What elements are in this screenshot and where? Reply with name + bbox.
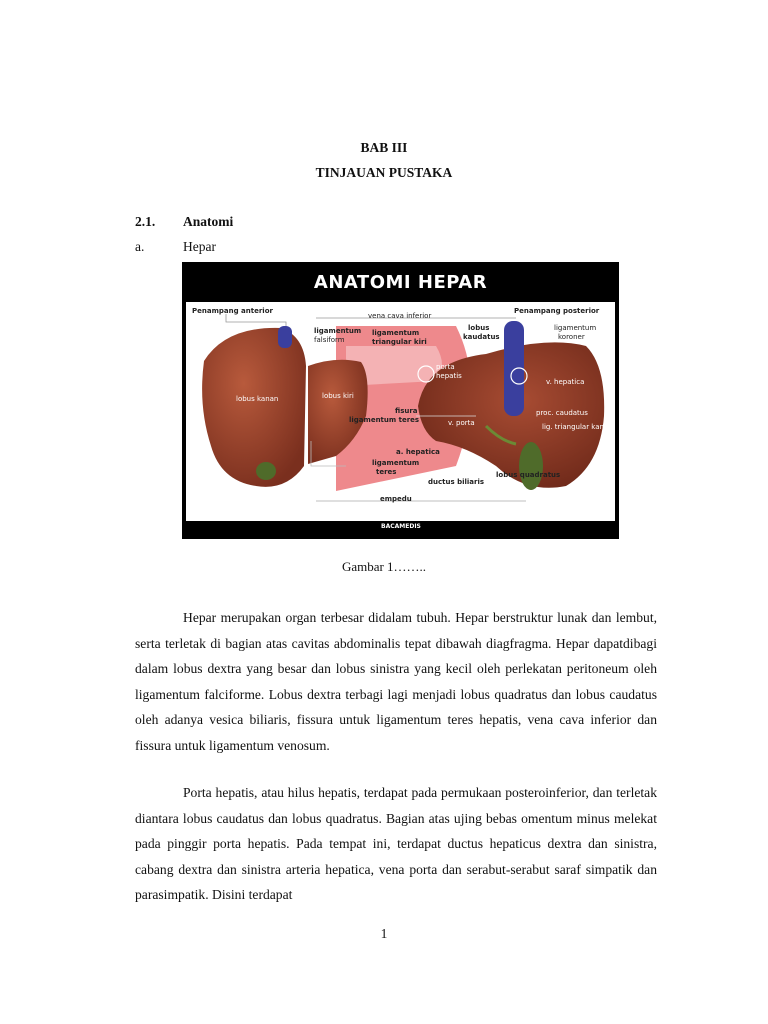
label-penampang-posterior: Penampang posterior [514,307,600,315]
label-fisura-2: ligamentum teres [349,416,420,424]
label-ligamentum-teres-1: ligamentum [372,459,420,467]
label-ligamentum-triangular-kiri-2: triangular kiri [372,338,427,346]
label-lobus-kaudatus-1: lobus [468,324,490,332]
section-number: 2.1. [135,214,156,229]
label-lobus-kaudatus-2: kaudatus [463,333,500,341]
label-vena-cava-inferior: vena cava inferior [368,312,432,320]
label-ligamentum-triangular-kiri-1: ligamentum [372,329,420,337]
posterior-gallbladder [519,442,543,490]
chapter-title: TINJAUAN PUSTAKA [315,165,453,180]
anterior-right-lobe [202,328,306,487]
label-ligamentum-teres-2: teres [376,468,397,476]
paragraph-1 [135,605,657,759]
label-lig-triangular-kanan: lig. triangular kanan [542,423,613,431]
label-lobus-kiri: lobus kiri [322,392,354,400]
label-penampang-anterior: Penampang anterior [192,307,273,315]
label-porta-hepatis-1: porta [436,363,455,371]
subsection-marker: a. [135,239,145,254]
label-a-hepatica: a. hepatica [396,448,440,456]
figure-title: ANATOMI HEPAR [313,272,488,293]
label-porta-hepatis-2: hepatis [436,372,462,380]
figure-caption: Gambar 1…….. [341,559,427,574]
label-ductus-biliaris: ductus biliaris [428,478,485,486]
label-lobus-kanan: lobus kanan [236,395,279,403]
label-empedu: empedu [380,495,412,503]
figure-canvas [186,266,615,535]
subsection-title: Hepar [183,239,216,254]
anterior-gallbladder [256,462,276,480]
liver-anatomy-figure [182,262,619,539]
page-number: 1 [380,926,388,941]
label-lobus-quadratus: lobus quadratus [496,471,561,479]
label-ligamentum-falsiform-1: ligamentum [314,327,362,335]
paragraph-2-text: Porta hepatis, atau hilus hepatis, terdapat pada permukaan posteroinferior, dan terletak diantara lobus caudatus dan lobus quadratus. Bagian atas ujing bebas omentum minus melekat pada pinggir porta hepatis. Pada tempat ini, terdapat ductus hepaticus dextra dan sinistra, cabang dextra dan sinistra arteria hepatica, vena porta dan serabut-serabut saraf simpatik dan parasimpatik. Disini terdapat [135,785,657,903]
label-ligamentum-koroner-1: ligamentum [554,324,597,332]
figure-logo: BACAMEDIS [381,523,421,530]
label-proc-caudatus: proc. caudatus [536,409,588,417]
paragraph-2 [135,780,657,908]
anterior-vena-cava [278,326,292,348]
section-title: Anatomi [183,214,234,229]
label-v-hepatica: v. hepatica [546,378,585,386]
label-ligamentum-koroner-2: koroner [558,333,585,341]
label-ligamentum-falsiform-2: falsiform [314,336,345,344]
label-v-porta: v. porta [448,419,475,427]
label-fisura-1: fisura [395,407,418,415]
chapter-heading: BAB III [360,140,408,155]
paragraph-1-text: Hepar merupakan organ terbesar didalam tubuh. Hepar berstruktur lunak dan lembut, serta terletak di bagian atas cavitas abdominalis tepat dibawah diagfragma. Hepar dapatdibagi dalam lobus dextra yang besar dan lobus sinistra yang kecil oleh perlekatan peritoneum oleh ligamentum falciforme. Lobus dextra terbagi lagi menjadi lobus quadratus dan lobus caudatus oleh adanya vesica biliaris, fissura untuk ligamentum teres hepatis, vena cava inferior dan fissura untuk ligamentum venosum. [135,610,657,753]
